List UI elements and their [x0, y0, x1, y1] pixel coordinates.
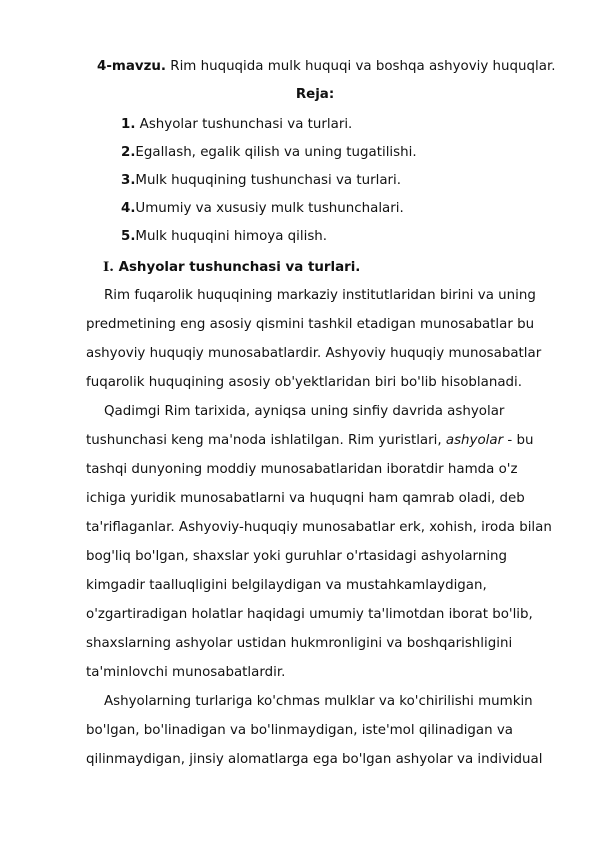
- section-heading: [103, 258, 360, 277]
- paragraph-line: Rim fuqarolik huquqining markaziy institutlaridan birini va uning: [104, 288, 536, 303]
- emphasis: ashyolar: [445, 433, 504, 448]
- plan-item: 4.Umumiy va xususiy mulk tushunchalari.: [121, 201, 404, 216]
- section-number: I.: [103, 259, 114, 275]
- paragraph-line: Ashyolarning turlariga ko'chmas mulklar va ko'chirilishi mumkin: [104, 694, 533, 709]
- plan-item: 2.Egallash, egalik qilish va uning tugatilishi.: [121, 145, 417, 160]
- paragraph-line: qilinmaydigan, jinsiy alomatlarga ega bo'lgan ashyolar va individual: [86, 752, 543, 767]
- plan-item: 1. Ashyolar tushunchasi va turlari.: [121, 117, 353, 132]
- paragraph-line: shaxslarning ashyolar ustidan hukmronligini va boshqarishligini: [86, 636, 513, 651]
- topic-text: Rim huquqida mulk huquqi va boshqa ashyoviy huquqlar.: [166, 59, 556, 74]
- plan-item: 5.Mulk huquqini himoya qilish.: [121, 229, 328, 244]
- paragraph-line: ta'minlovchi munosabatlardir.: [86, 665, 286, 680]
- paragraph-line: ta'riflaganlar. Ashyoviy-huquqiy munosabatlar erk, xohish, iroda bilan: [86, 520, 552, 535]
- topic-number: 4-mavzu.: [97, 59, 167, 74]
- paragraph-line: bog'liq bo'lgan, shaxslar yoki guruhlar o'rtasidagi ashyolarning: [86, 549, 508, 564]
- topic-title: [97, 58, 555, 76]
- paragraph-line: fuqarolik huquqining asosiy ob'yektlaridan biri bo'lib hisoblanadi.: [86, 375, 523, 390]
- paragraph-line: kimgadir taalluqligini belgilaydigan va mustahkamlaydigan,: [86, 578, 487, 593]
- paragraph-line: o'zgartiradigan holatlar haqidagi umumiy ta'limotdan iborat bo'lib,: [86, 607, 533, 622]
- paragraph-line: bo'lgan, bo'linadigan va bo'linmaydigan, iste'mol qilinadigan va: [86, 723, 513, 738]
- plan-item: 3.Mulk huquqining tushunchasi va turlari.: [121, 173, 402, 188]
- paragraph-line: ashyoviy huquqiy munosabatlardir. Ashyoviy huquqiy munosabatlar: [86, 346, 542, 361]
- paragraph-line: tushunchasi keng ma'noda ishlatilgan. Rim yuristlari, ashyolar - bu: [86, 433, 534, 448]
- paragraph-line: predmetining eng asosiy qismini tashkil etadigan munosabatlar bu: [86, 317, 535, 332]
- section-title: Ashyolar tushunchasi va turlari.: [113, 260, 361, 275]
- paragraph-line: Qadimgi Rim tarixida, ayniqsa uning sinfiy davrida ashyolar: [104, 404, 505, 419]
- paragraph-line: tashqi dunyoning moddiy munosabatlaridan iboratdir hamda o'z: [86, 462, 518, 477]
- paragraph-line: ichiga yuridik munosabatlarni va huquqni ham qamrab oladi, deb: [86, 491, 525, 506]
- plan-heading: Reja:: [295, 87, 335, 102]
